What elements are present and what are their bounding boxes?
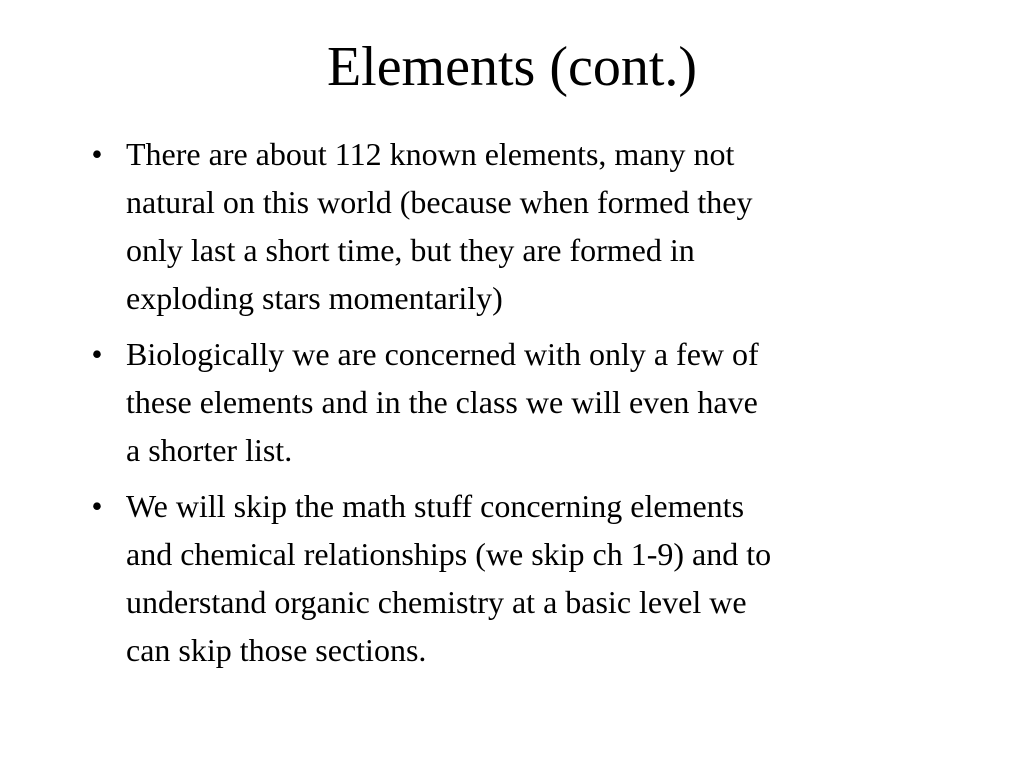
bullet-line: and chemical relationships (we skip ch 1-9) and to	[126, 536, 772, 572]
bullet-line: understand organic chemistry at a basic level we	[126, 584, 747, 620]
bullet-line: natural on this world (because when formed they	[126, 184, 753, 220]
bullet-list	[85, 130, 945, 682]
bullet-dot-icon: •	[91, 136, 103, 172]
bullet-item	[85, 482, 945, 674]
bullet-text	[126, 330, 945, 474]
bullet-line: only last a short time, but they are formed in	[126, 232, 695, 268]
bullet-line: There are about 112 known elements, many not	[126, 136, 735, 172]
bullet-line: can skip those sections.	[126, 632, 427, 668]
bullet-line: exploding stars momentarily)	[126, 280, 503, 316]
bullet-item	[85, 130, 945, 322]
bullet-text	[126, 482, 945, 674]
bullet-line: Biologically we are concerned with only a few of	[126, 336, 759, 372]
bullet-line: a shorter list.	[126, 432, 293, 468]
bullet-text	[126, 130, 945, 322]
bullet-item	[85, 330, 945, 474]
slide-title: Elements (cont.)	[326, 36, 698, 98]
bullet-line: We will skip the math stuff concerning elements	[126, 488, 745, 524]
bullet-dot-icon: •	[91, 488, 103, 524]
bullet-line: these elements and in the class we will even have	[126, 384, 758, 420]
bullet-dot-icon: •	[91, 336, 103, 372]
